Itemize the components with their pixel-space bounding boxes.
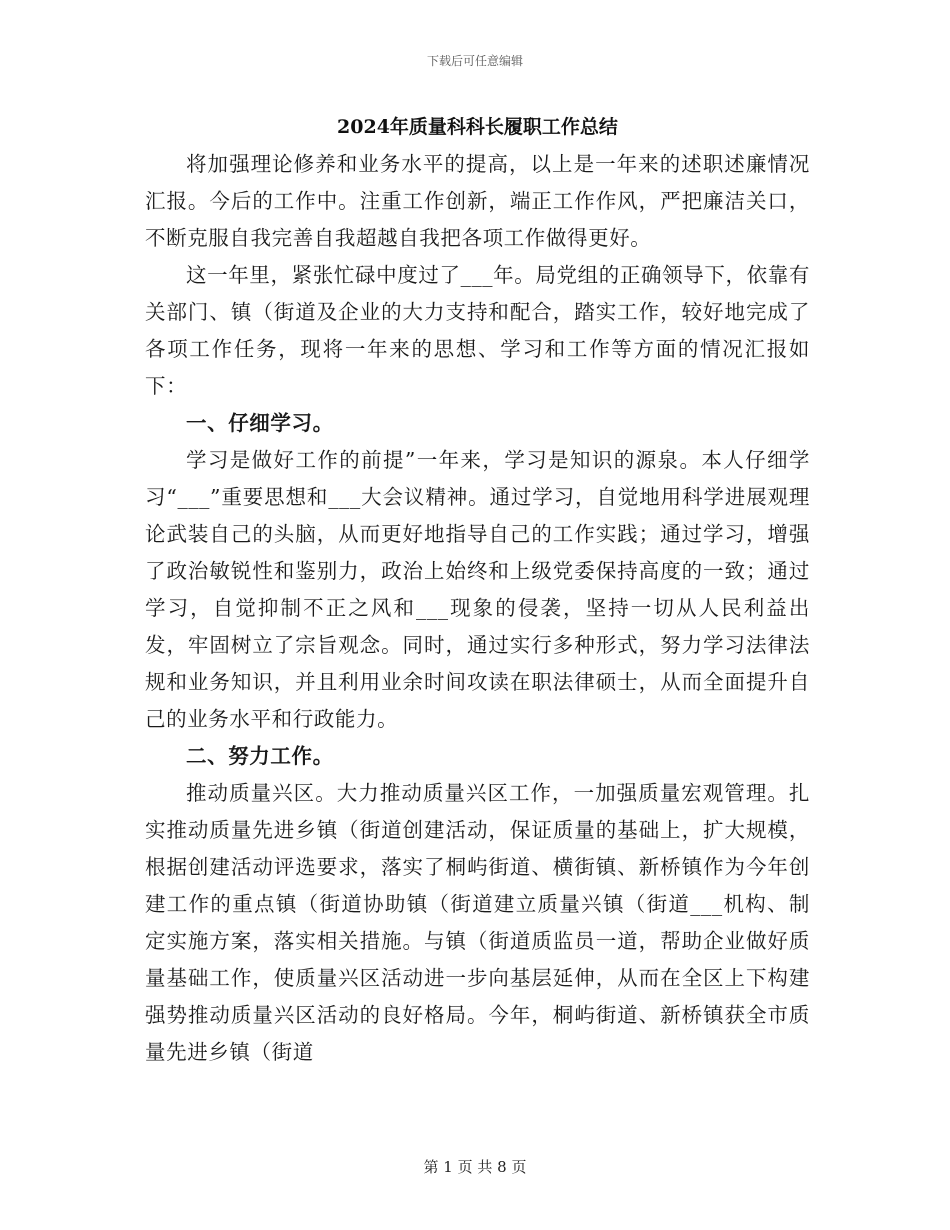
paragraph-2: 这一年里，紧张忙碌中度过了___年。局党组的正确领导下，依靠有关部门、镇（街道及企业的大力支持和配合，踏实工作，较好地完成了各项工作任务，现将一年来的思想、学习和工作等方面的情况汇报如下：: [145, 263, 810, 398]
page-footer: 第 1 页 共 8 页: [423, 1158, 527, 1176]
page-header: 下载后可任意编辑: [426, 54, 523, 68]
document-body: [145, 112, 810, 1071]
section-heading-2: 二、努力工作。: [186, 744, 334, 768]
paragraph-1: 将加强理论修养和业务水平的提高，以上是一年来的述职述廉情况汇报。今后的工作中。注重工作创新，端正工作作风，严把廉洁关口，不断克服自我完善自我超越自我把各项工作做得更好。: [145, 152, 810, 250]
section-heading-1: 一、仔细学习。: [186, 411, 334, 435]
document-title: 2024年质量科科长履职工作总结: [337, 116, 618, 138]
paragraph-4: 推动质量兴区。大力推动质量兴区工作，一加强质量宏观管理。扎实推动质量先进乡镇（街道创建活动，保证质量的基础上，扩大规模，根据创建活动评选要求，落实了桐屿街道、横街镇、新桥镇作为今年创建工作的重点镇（街道协助镇（街道建立质量兴镇（街道___机构、制定实施方案，落实相关措施。与镇（街道质监员一道，帮助企业做好质量基础工作，使质量兴区活动进一步向基层延伸，从而在全区上下构建强势推动质量兴区活动的良好格局。今年，桐屿街道、新桥镇获全市质量先进乡镇（街道: [145, 781, 810, 1064]
paragraph-3: 学习是做好工作的前提”一年来，学习是知识的源泉。本人仔细学习“___”重要思想和___大会议精神。通过学习，自觉地用科学进展观理论武装自己的头脑，从而更好地指导自己的工作实践；通过学习，增强了政治敏锐性和鉴别力，政治上始终和上级党委保持高度的一致；通过学习，自觉抑制不正之风和___现象的侵袭，坚持一切从人民利益出发，牢固树立了宗旨观念。同时，通过实行多种形式，努力学习法律法规和业务知识，并且利用业余时间攻读在职法律硕士，从而全面提升自己的业务水平和行政能力。: [145, 448, 810, 731]
